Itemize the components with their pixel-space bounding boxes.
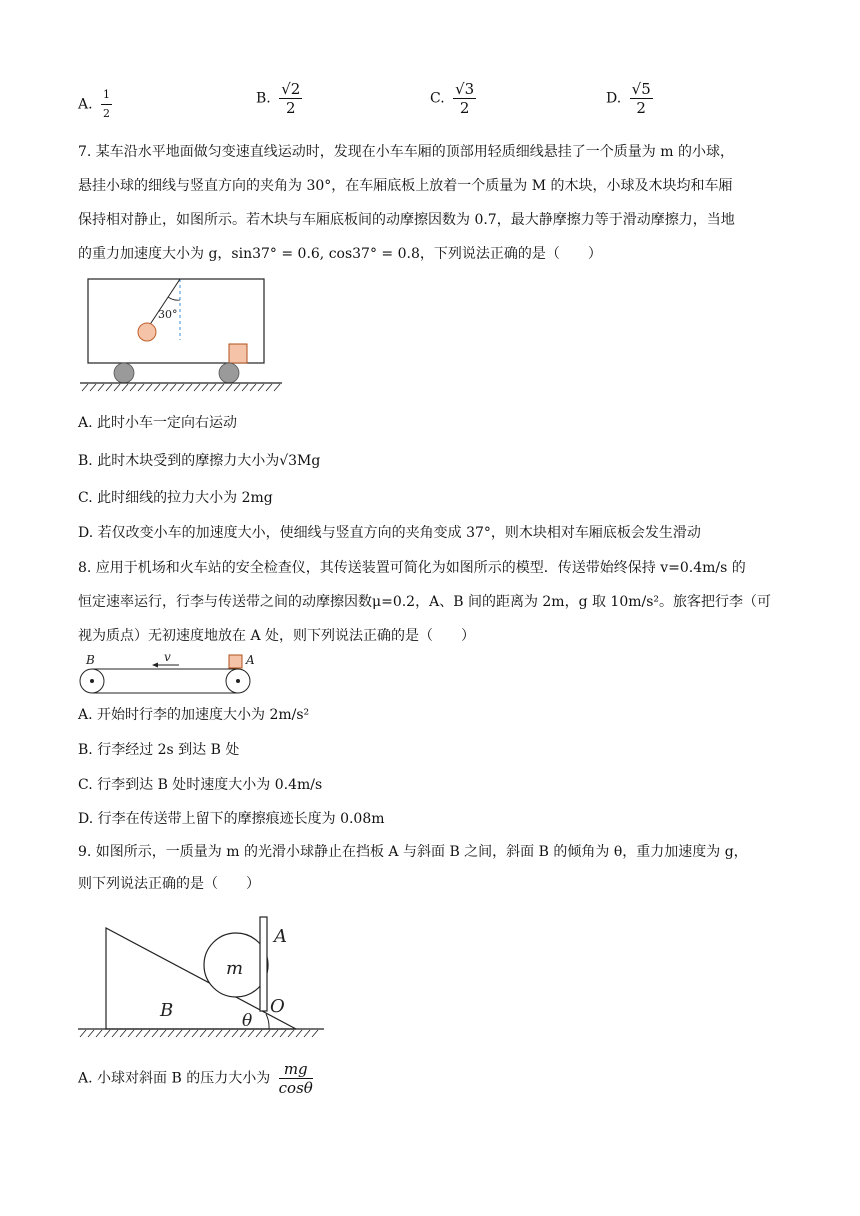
q8-stem-line-3: 视为质点）无初速度地放在 A 处，则下列说法正确的是（ ） <box>78 628 476 644</box>
q8-stem-line-2: 恒定速率运行，行李与传送带之间的动摩擦因数μ=0.2，A、B 间的距离为 2m，g 取 10m/s²。旅客把行李（可 <box>78 594 772 610</box>
pulley-left-axle <box>90 679 94 683</box>
q6-option-b <box>256 80 302 117</box>
label-theta: θ <box>242 1011 253 1031</box>
q8-option-c: C. 行李到达 B 处时速度大小为 0.4m/s <box>78 777 323 793</box>
pulley-right-axle <box>236 679 240 683</box>
ground-hatch <box>82 384 280 391</box>
q9-incline-figure <box>76 912 328 1044</box>
q6-option-a <box>78 86 112 123</box>
arrow-head <box>152 663 158 668</box>
fraction <box>630 80 653 117</box>
q7-stem-line-1: 7. 某车沿水平地面做匀变速直线运动时，发现在小车车厢的顶部用轻质细线悬挂了一个质量为 m 的小球， <box>78 144 734 160</box>
label-b: B <box>86 653 95 667</box>
q7-car-figure <box>78 274 288 396</box>
numerator: √3 <box>455 80 475 98</box>
ground-hatch <box>80 1030 318 1037</box>
q8-option-d: D. 行李在传送带上留下的摩擦痕迹长度为 0.08m <box>78 811 385 827</box>
option-label: B. <box>256 90 271 107</box>
q9-stem-line-2: 则下列说法正确的是（ ） <box>78 876 260 892</box>
denominator: 2 <box>636 99 646 117</box>
q7-option-b: B. 此时木块受到的摩擦力大小为√3Mg <box>78 453 321 469</box>
numerator: mg <box>279 1060 313 1079</box>
luggage <box>229 655 242 668</box>
numerator: √2 <box>281 80 301 98</box>
ball <box>138 323 156 341</box>
angle-label: 30° <box>158 308 178 321</box>
baffle-a <box>260 917 267 1011</box>
denominator: 2 <box>103 107 111 120</box>
label-o: O <box>270 996 285 1017</box>
fraction <box>279 80 302 117</box>
wooden-block <box>229 344 247 363</box>
q7-stem-line-3: 保持相对静止，如图所示。若木块与车厢底板间的动摩擦因数为 0.7，最大静摩擦力等于滑动摩擦力，当地 <box>78 212 735 228</box>
denominator: cosθ <box>278 1079 313 1097</box>
denominator: 2 <box>459 99 470 117</box>
label-m: m <box>226 958 244 979</box>
option-label: D. <box>606 90 622 107</box>
label-v: v <box>164 650 171 664</box>
wheel-right <box>219 363 239 383</box>
fraction <box>279 1060 313 1097</box>
label-b: B <box>160 1000 174 1021</box>
angle-arc <box>266 1014 269 1029</box>
numerator: √5 <box>631 80 651 98</box>
q8-conveyor-figure <box>76 650 258 696</box>
fraction <box>453 80 476 117</box>
q7-option-d: D. 若仅改变小车的加速度大小，使细线与竖直方向的夹角变成 37°，则木块相对车厢底板会发生滑动 <box>78 525 701 541</box>
denominator: 2 <box>285 99 296 117</box>
q6-option-d <box>606 80 653 117</box>
label-a: A <box>246 653 255 667</box>
option-label: C. <box>430 90 445 107</box>
q8-option-a: A. 开始时行李的加速度大小为 2m/s² <box>78 707 310 723</box>
label-a: A <box>274 926 287 947</box>
angle-arc <box>168 297 180 300</box>
q8-option-b: B. 行李经过 2s 到达 B 处 <box>78 742 240 758</box>
q8-stem-line-1: 8. 应用于机场和火车站的安全检查仪，其传送装置可简化为如图所示的模型．传送带始终保持 v=0.4m/s 的 <box>78 560 746 576</box>
q7-stem-line-2: 悬挂小球的细线与竖直方向的夹角为 30°，在车厢底板上放着一个质量为 M 的木块，小球及木块均和车厢 <box>78 178 733 194</box>
option-text: A. 小球对斜面 B 的压力大小为 <box>78 1070 271 1087</box>
option-label: A. <box>78 96 93 113</box>
q7-stem-line-4: 的重力加速度大小为 g，sin37° = 0.6, cos37° = 0.8，下列说法正确的是（ ） <box>78 246 602 262</box>
fraction <box>101 86 112 123</box>
q7-option-c: C. 此时细线的拉力大小为 2mg <box>78 490 273 506</box>
wheel-left <box>114 363 134 383</box>
q9-option-a <box>78 1060 313 1097</box>
numerator: 1 <box>101 86 112 105</box>
q9-stem-line-1: 9. 如图所示，一质量为 m 的光滑小球静止在挡板 A 与斜面 B 之间，斜面 B 的倾角为 θ，重力加速度为 g， <box>78 844 748 860</box>
q6-option-c <box>430 80 476 117</box>
q7-option-a: A. 此时小车一定向右运动 <box>78 415 238 431</box>
